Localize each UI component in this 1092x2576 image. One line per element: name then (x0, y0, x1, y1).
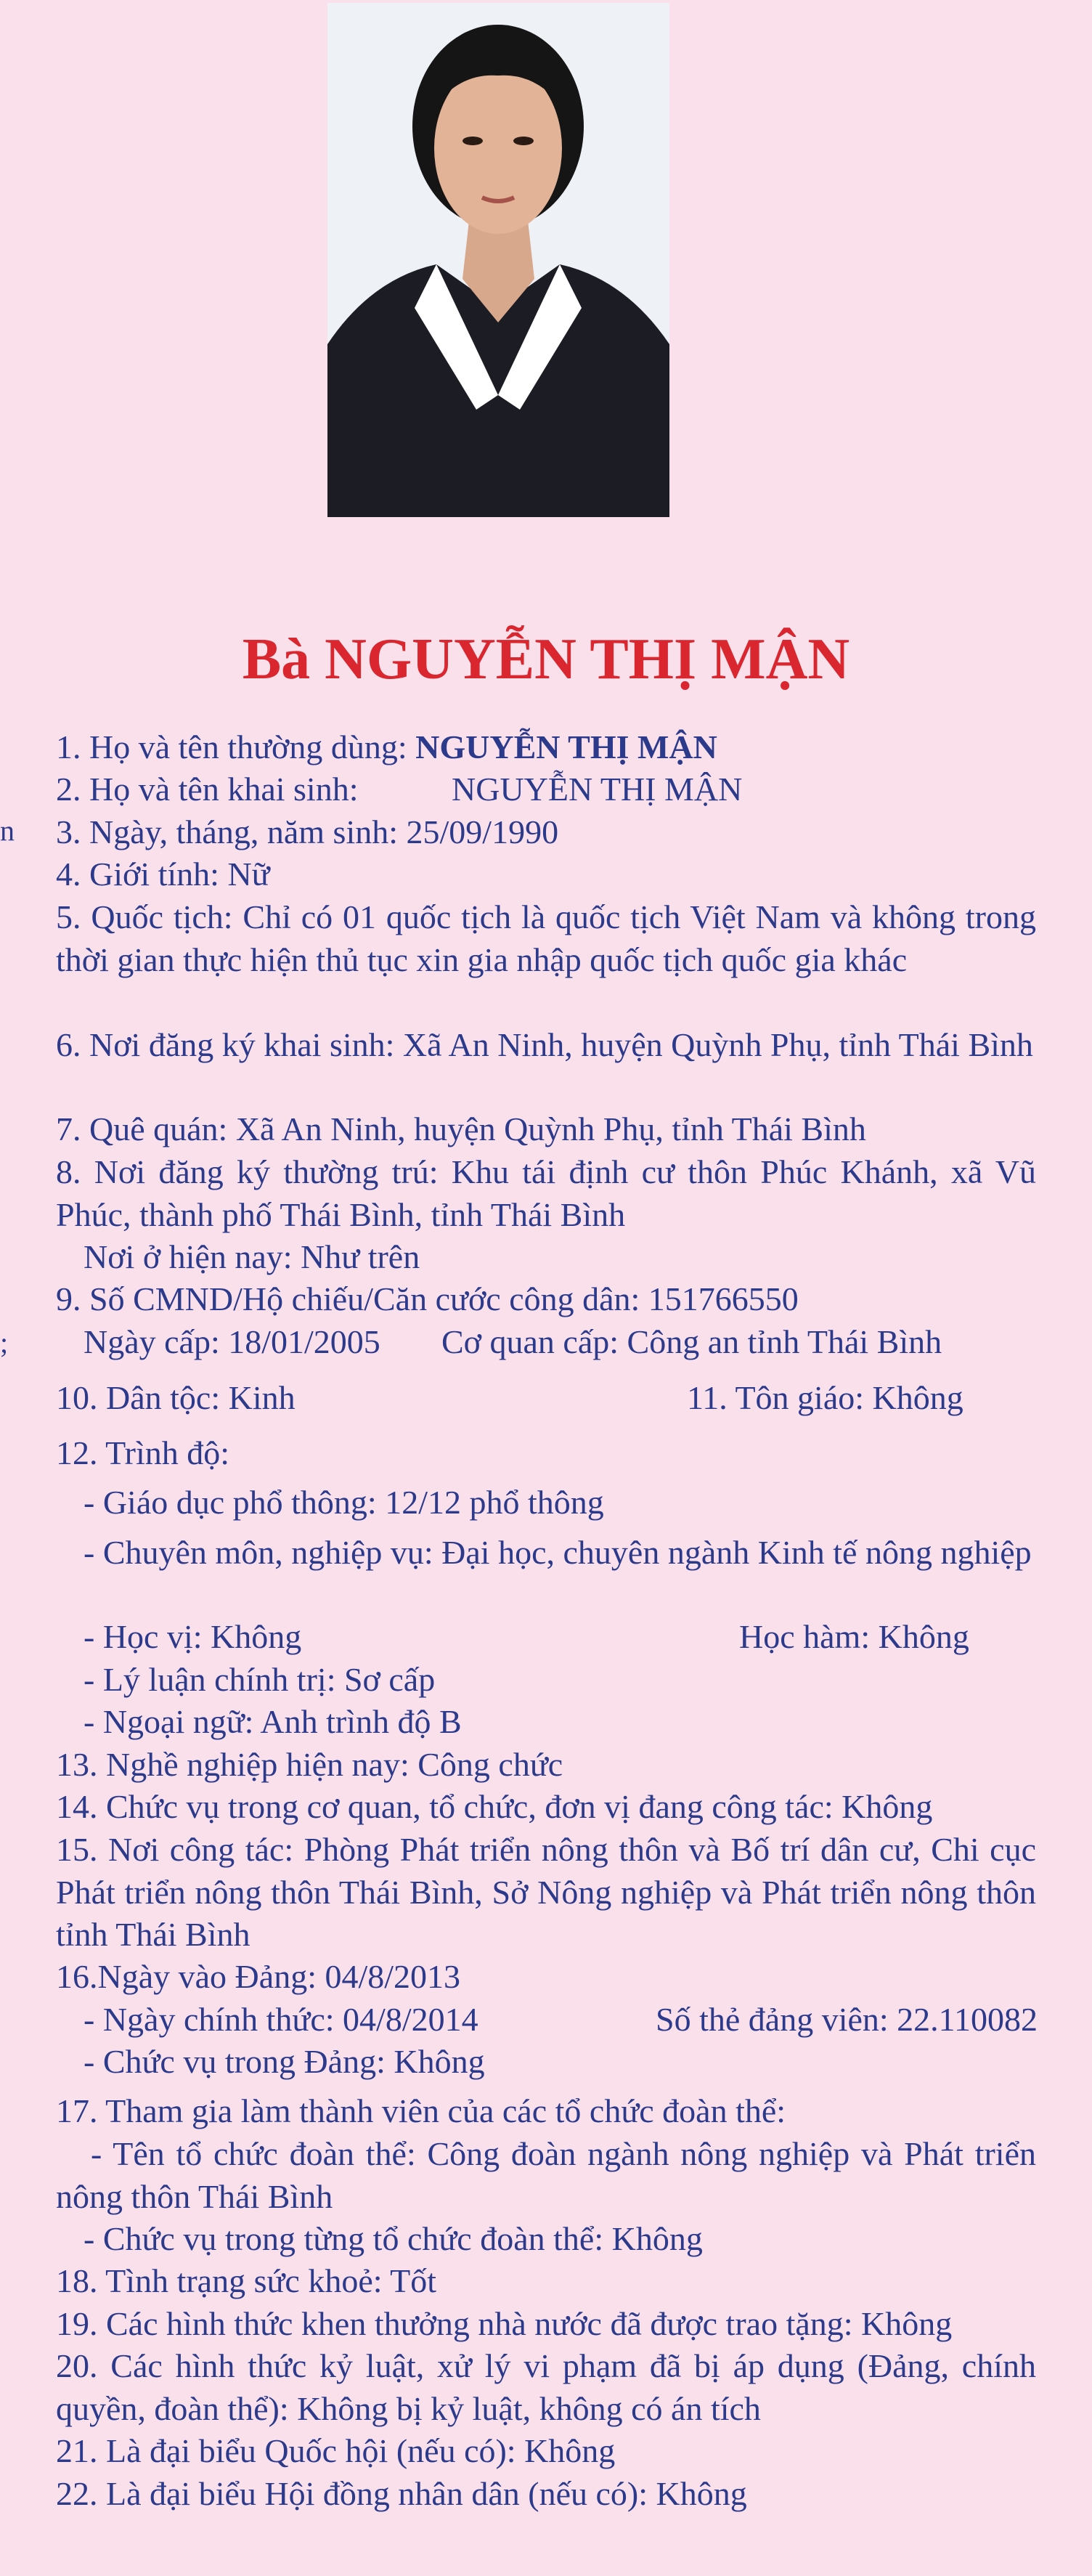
item-16-party-position: - Chức vụ trong Đảng: Không (83, 2043, 485, 2080)
item-9-date: Ngày cấp: 18/01/2005 (83, 1323, 380, 1360)
item-12-degree: - Học vị: Không (83, 1618, 302, 1655)
item-19: 19. Các hình thức khen thưởng nhà nước đã được trao tặng: Không (56, 2305, 953, 2342)
item-12-general-education: - Giáo dục phổ thông: 12/12 phổ thông (83, 1484, 604, 1521)
item-8-residence: Nơi ở hiện nay: Như trên (83, 1238, 420, 1275)
item-14: 14. Chức vụ trong cơ quan, tổ chức, đơn vị đang công tác: Không (56, 1788, 933, 1825)
item-10: 10. Dân tộc: Kinh (56, 1379, 296, 1416)
item-17-position: - Chức vụ trong từng tổ chức đoàn thể: Không (83, 2220, 703, 2257)
item-15: 15. Nơi công tác: Phòng Phát triển nông thôn và Bố trí dân cư, Chi cục Phát triển nông thôn Thái Bình, Sở Nông nghiệp và Phát triển nông thôn tỉnh Thái Bình (56, 1831, 1036, 1953)
item-1-value: NGUYỄN THỊ MẬN (415, 728, 717, 765)
item-3: 3. Ngày, tháng, năm sinh: 25/09/1990 (56, 813, 559, 850)
item-22: 22. Là đại biểu Hội đồng nhân dân (nếu có): Không (56, 2475, 747, 2512)
item-9-agency: Cơ quan cấp: Công an tỉnh Thái Bình (441, 1323, 942, 1360)
item-16-member-card: Số thẻ đảng viên: 22.110082 (656, 2001, 1038, 2038)
item-17-organization: - Tên tổ chức đoàn thể: Công đoàn ngành nông nghiệp và Phát triển nông thôn Thái Bình (56, 2135, 1036, 2215)
item-17: 17. Tham gia làm thành viên của các tổ chức đoàn thể: (56, 2092, 786, 2129)
item-6: 6. Nơi đăng ký khai sinh: Xã An Ninh, huyện Quỳnh Phụ, tỉnh Thái Bình (56, 1026, 1033, 1063)
item-12-foreign-language: - Ngoại ngữ: Anh trình độ B (83, 1703, 462, 1740)
item-13: 13. Nghề nghiệp hiện nay: Công chức (56, 1746, 563, 1783)
item-20: 20. Các hình thức kỷ luật, xử lý vi phạm đã bị áp dụng (Đảng, chính quyền, đoàn thể): Không bị kỷ luật, không có án tích (56, 2347, 1036, 2427)
item-16-official-date: - Ngày chính thức: 04/8/2014 (83, 2001, 478, 2038)
edge-mark: n (0, 814, 15, 847)
item-2-value: NGUYỄN THỊ MẬN (452, 771, 743, 808)
item-11: 11. Tôn giáo: Không (687, 1379, 963, 1416)
page-title: Bà NGUYỄN THỊ MẬN (242, 627, 850, 691)
item-5: 5. Quốc tịch: Chỉ có 01 quốc tịch là quốc tịch Việt Nam và không trong thời gian thực hiện thủ tục xin gia nhập quốc tịch quốc gia khác (56, 898, 1036, 978)
item-1-label: 1. Họ và tên thường dùng: (56, 728, 416, 765)
item-9: 9. Số CMND/Hộ chiếu/Căn cước công dân: 151766550 (56, 1280, 799, 1317)
item-12: 12. Trình độ: (56, 1434, 230, 1471)
item-1 (56, 726, 717, 769)
item-12-political-theory: - Lý luận chính trị: Sơ cấp (83, 1661, 436, 1698)
item-2 (56, 768, 743, 811)
item-18: 18. Tình trạng sức khoẻ: Tốt (56, 2262, 437, 2299)
item-12-specialization: - Chuyên môn, nghiệp vụ: Đại học, chuyên ngành Kinh tế nông nghiệp (83, 1534, 1032, 1571)
item-12-academic-title: Học hàm: Không (739, 1618, 969, 1655)
item-21: 21. Là đại biểu Quốc hội (nếu có): Không (56, 2432, 616, 2469)
item-2-label: 2. Họ và tên khai sinh: (56, 771, 359, 808)
item-4: 4. Giới tính: Nữ (56, 856, 270, 893)
portrait-photo (327, 3, 669, 517)
item-7: 7. Quê quán: Xã An Ninh, huyện Quỳnh Phụ, tỉnh Thái Bình (56, 1110, 866, 1147)
item-8: 8. Nơi đăng ký thường trú: Khu tái định cư thôn Phúc Khánh, xã Vũ Phúc, thành phố Thái Bình, tỉnh Thái Bình (56, 1153, 1036, 1233)
edge-mark: ; (0, 1326, 9, 1359)
item-16: 16.Ngày vào Đảng: 04/8/2013 (56, 1958, 461, 1995)
